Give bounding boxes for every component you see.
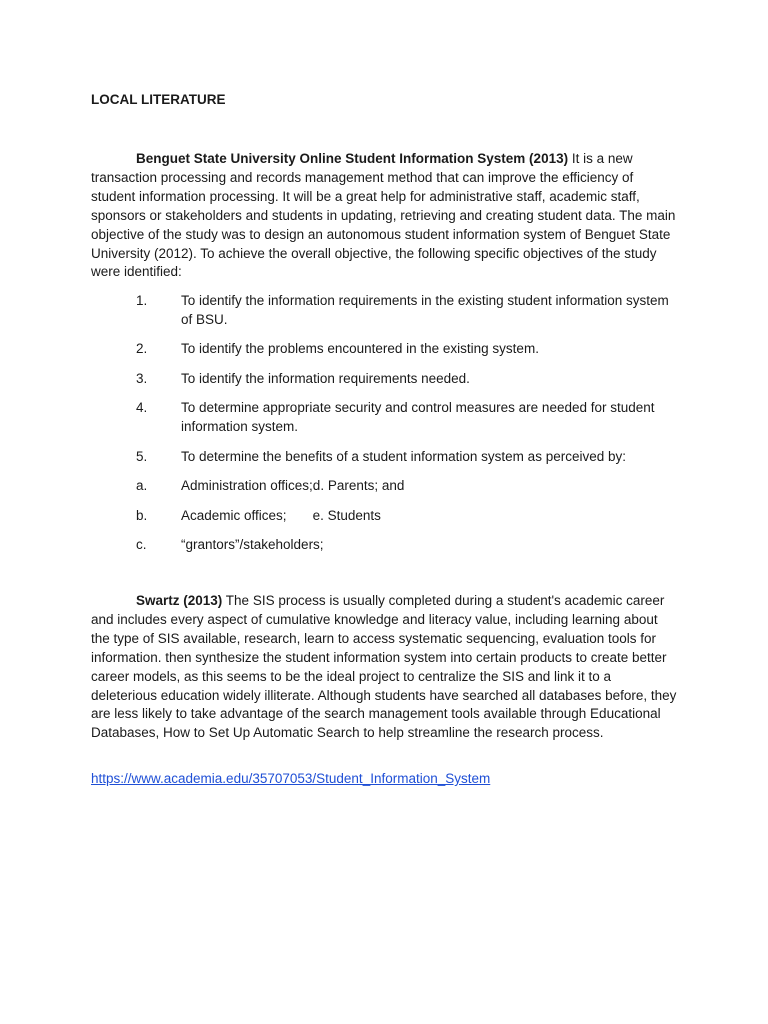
source-link[interactable]: https://www.academia.edu/35707053/Student_Information_System (91, 771, 491, 786)
list-item-text: To identify the information requirements in the existing student information system of BSU. (181, 293, 669, 327)
paragraph-benguet (91, 150, 677, 282)
list-item-text: Administration offices;d. Parents; and (181, 478, 405, 494)
citation-swartz: Swartz (2013) (136, 593, 223, 608)
list-marker: c. (136, 537, 147, 553)
list-marker: 2. (136, 341, 148, 357)
list-marker: 4. (136, 400, 148, 416)
list-item-text: To determine appropriate security and control measures are needed for student information system. (181, 400, 655, 435)
list-marker: a. (136, 478, 148, 494)
list-marker: 5. (136, 448, 148, 464)
citation-benguet: Benguet State University Online Student Information System (2013) (136, 151, 569, 166)
paragraph-swartz (91, 592, 677, 743)
list-item (91, 292, 677, 330)
list-item (91, 507, 677, 526)
list-item-text (181, 507, 677, 526)
list-item (91, 399, 677, 437)
list-marker: 1. (136, 293, 148, 308)
list-marker: 3. (136, 370, 148, 386)
list-marker: b. (136, 507, 148, 523)
paragraph-swartz-text: The SIS process is usually completed during a student's academic career and includes every aspect of cumulative knowledge and literacy value, including learning about the type of SIS available, research, learn to access systematic sequencing, evaluation tools for information. then synthesize the student information system into certain products to create better career models, as this seems to be the ideal project to centralize the SIS and link it to a deleterious education widely illiterate. Although students have searched all databases before, they are less likely to take advantage of the search management tools available through Educational Databases, How to Set Up Automatic Search to help streamline the research process. (91, 593, 677, 741)
paragraph-benguet-text: It is a new transaction processing and records management method that can improve the efficiency of student information processing. It will be a great help for administrative staff, academic staff, sponsors or stakeholders and students in updating, retrieving and creating student data. The main objective of the study was to design an autonomous student information system of Benguet State University (2012). To achieve the overall objective, the following specific objectives of the study were identified: (91, 151, 676, 280)
list-item-text-a: Academic offices; (181, 507, 287, 523)
objectives-list (91, 292, 677, 566)
list-item-text: To identify the problems encountered in the existing system. (181, 341, 539, 357)
list-item-text: “grantors”/stakeholders; (181, 537, 324, 553)
list-item (91, 370, 677, 389)
list-item-text: To identify the information requirements needed. (181, 370, 470, 386)
list-item (91, 448, 677, 467)
list-item-text-b: e. Students (312, 507, 381, 523)
list-item (91, 340, 677, 359)
list-item (91, 477, 677, 496)
section-heading: LOCAL LITERATURE (91, 92, 226, 107)
list-item-text: To determine the benefits of a student information system as perceived by: (181, 448, 626, 464)
list-item (91, 536, 677, 555)
